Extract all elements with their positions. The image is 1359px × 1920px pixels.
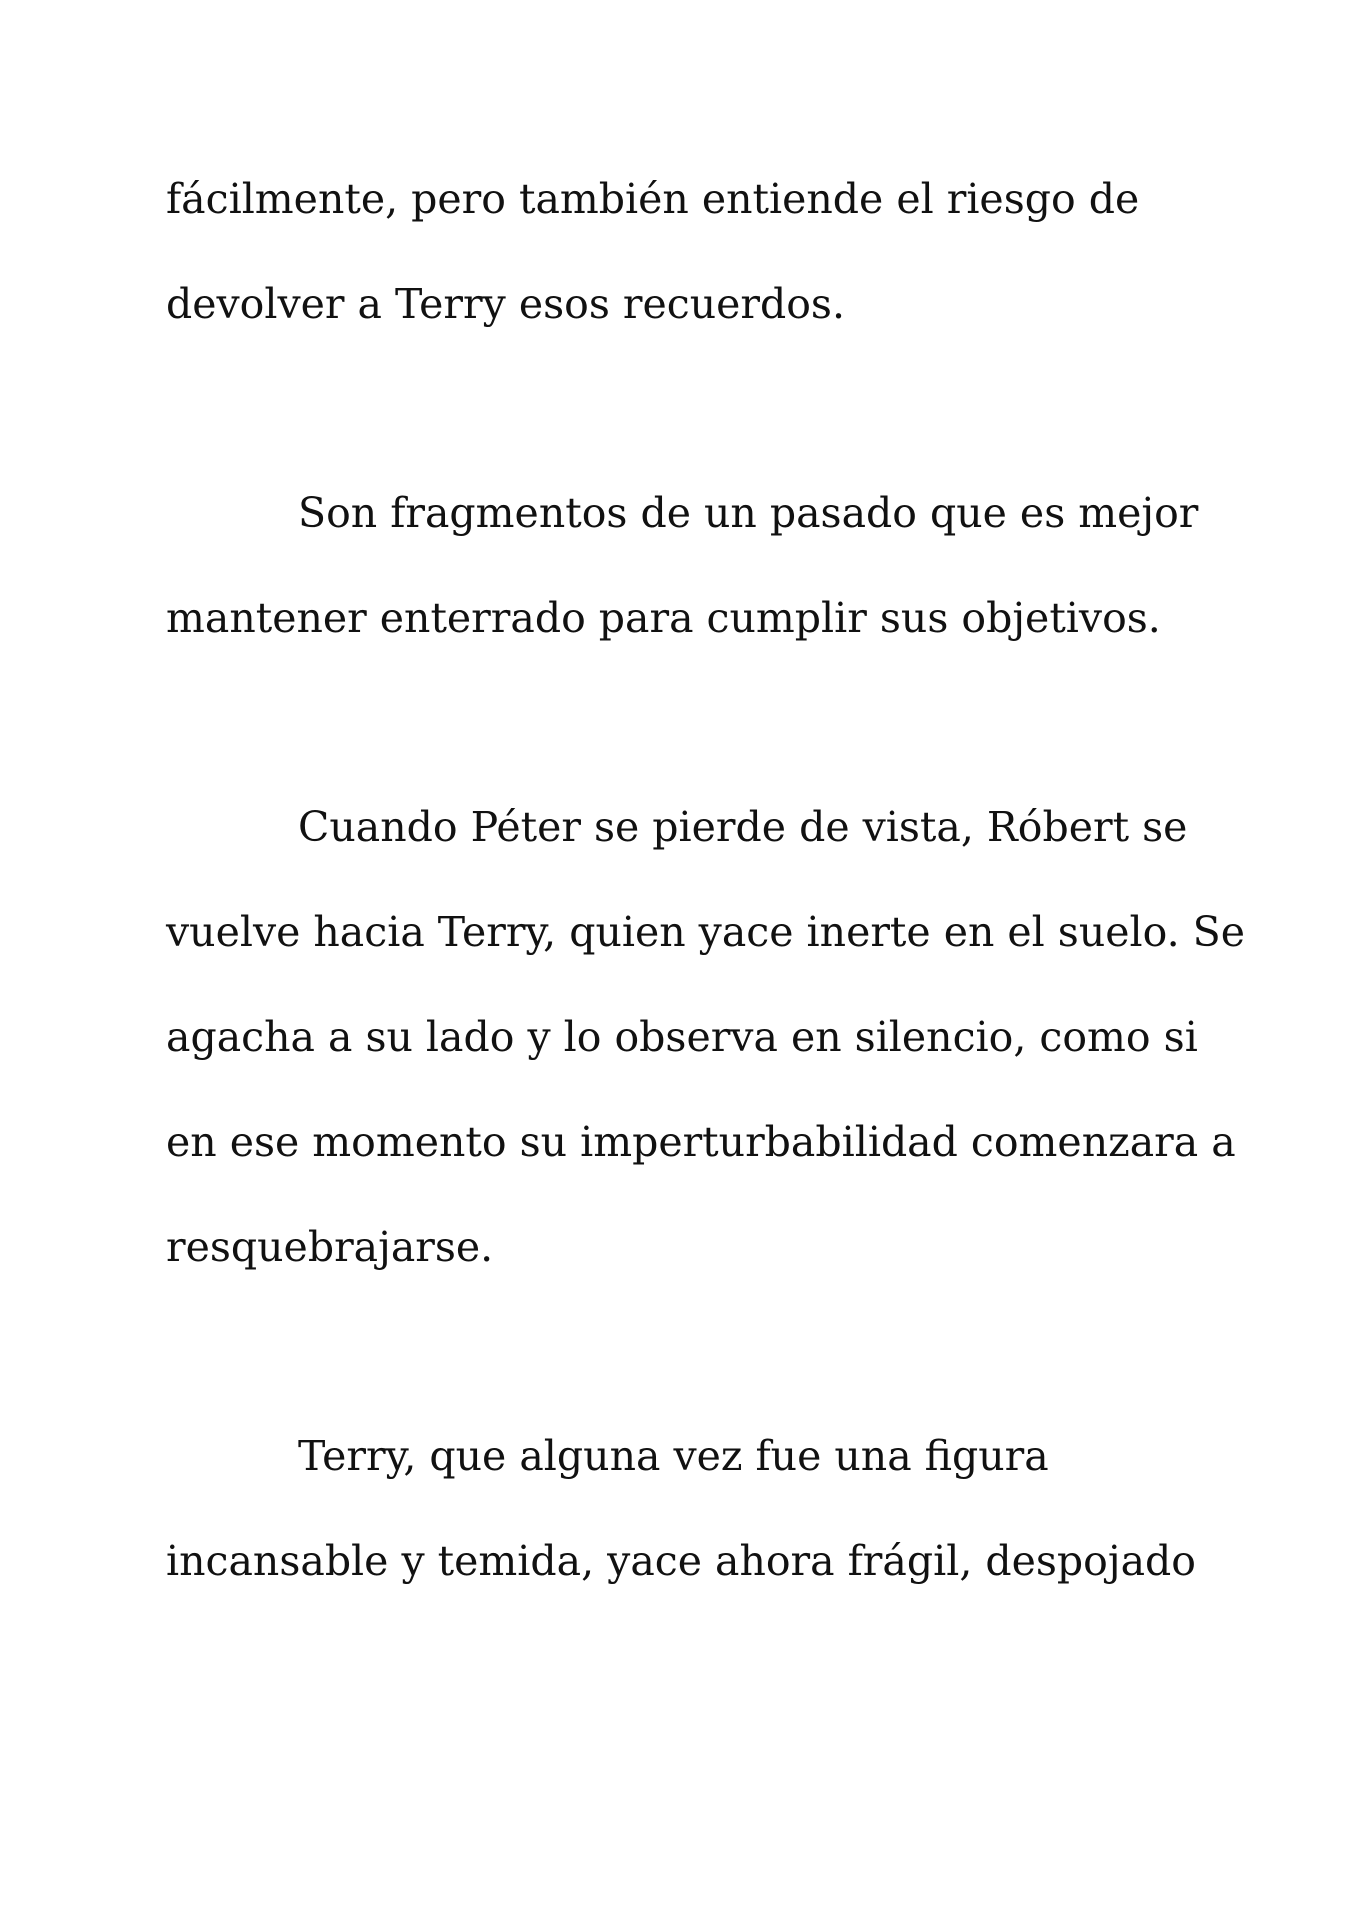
paragraph-3-line-3: agacha a su lado y lo observa en silencio, como si: [166, 1013, 1198, 1061]
paragraph-4-line-2: incansable y temida, yace ahora frágil, despojado: [166, 1537, 1196, 1585]
paragraph-3-line-2: vuelve hacia Terry, quien yace inerte en el suelo. Se: [166, 908, 1246, 956]
paragraph-3-line-4: en ese momento su imperturbabilidad comenzara a: [166, 1118, 1236, 1166]
paragraph-3-line-1: Cuando Péter se pierde de vista, Róbert se: [298, 803, 1188, 851]
paragraph-3-line-5: resquebrajarse.: [166, 1223, 494, 1271]
paragraph-1-line-1: fácilmente, pero también entiende el riesgo de: [166, 175, 1140, 223]
paragraph-2-line-1: Son fragmentos de un pasado que es mejor: [298, 489, 1199, 537]
paragraph-4-line-1: Terry, que alguna vez fue una figura: [298, 1432, 1049, 1480]
paragraph-1-line-2: devolver a Terry esos recuerdos.: [166, 280, 845, 328]
paragraph-2-line-2: mantener enterrado para cumplir sus objetivos.: [166, 594, 1161, 642]
